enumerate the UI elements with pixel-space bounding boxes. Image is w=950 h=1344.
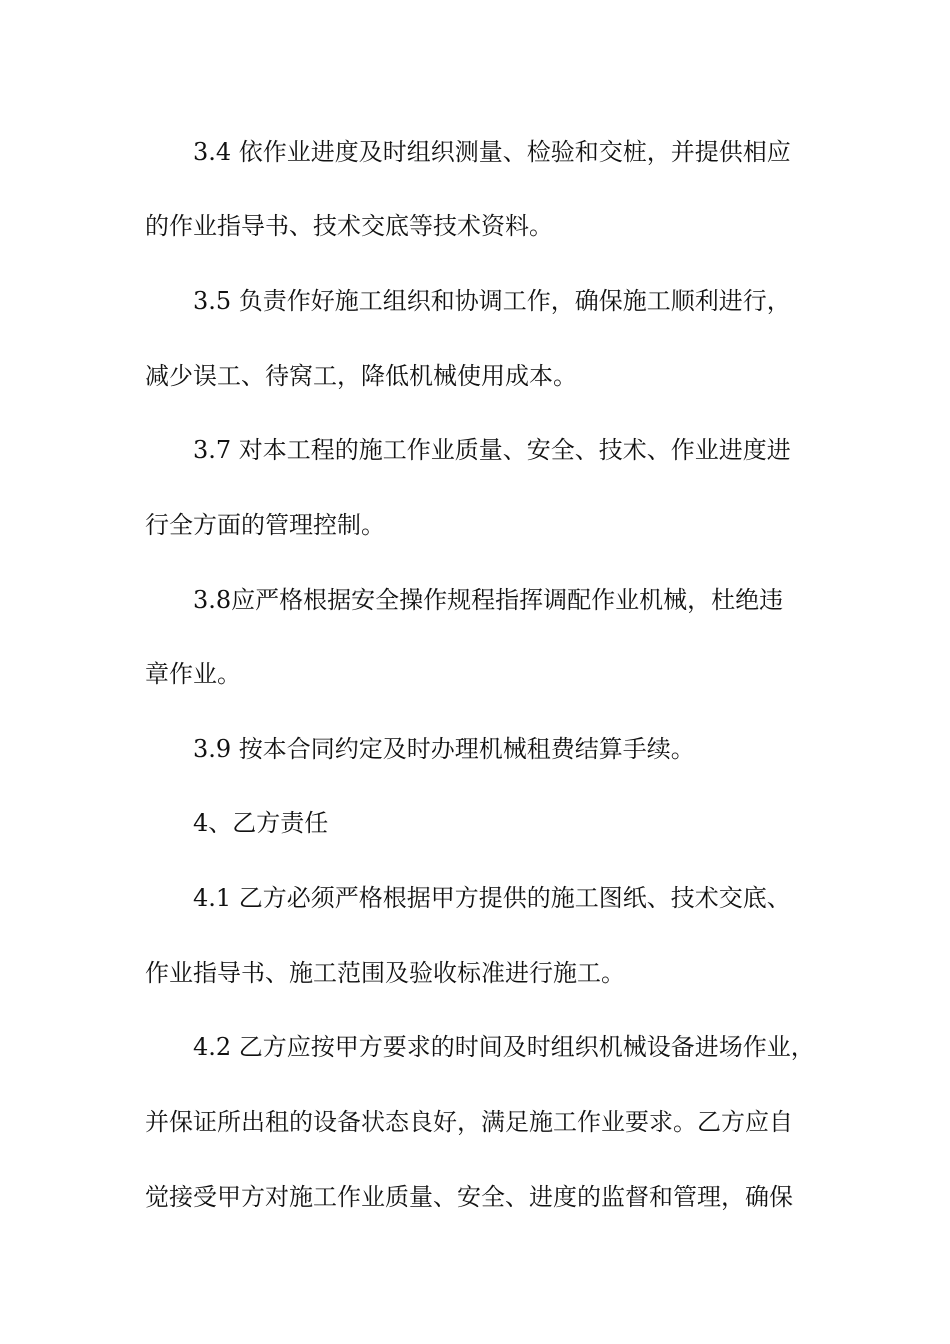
- paragraph-3-5-line-1: 3.5 负责作好施工组织和协调工作，确保施工顺利进行，: [193, 287, 791, 315]
- paragraph-4-2-line-1: 4.2 乙方应按甲方要求的时间及时组织机械设备进场作业，: [193, 1033, 815, 1061]
- paragraph-3-4-line-2: 的作业指导书、技术交底等技术资料。: [145, 212, 553, 240]
- paragraph-4-2-line-2: 并保证所出租的设备状态良好，满足施工作业要求。乙方应自: [145, 1108, 793, 1136]
- paragraph-4-1-line-1: 4.1 乙方必须严格根据甲方提供的施工图纸、技术交底、: [193, 884, 791, 912]
- section-4-heading: 4、乙方责任: [193, 809, 329, 837]
- paragraph-3-7-line-2: 行全方面的管理控制。: [145, 511, 385, 539]
- paragraph-4-2-line-3: 觉接受甲方对施工作业质量、安全、进度的监督和管理，确保: [145, 1183, 793, 1211]
- paragraph-3-8-line-1: 3.8应严格根据安全操作规程指挥调配作业机械，杜绝违: [193, 586, 784, 614]
- paragraph-3-5-line-2: 减少误工、待窝工，降低机械使用成本。: [145, 362, 577, 390]
- paragraph-3-7-line-1: 3.7 对本工程的施工作业质量、安全、技术、作业进度进: [193, 436, 791, 464]
- paragraph-3-8-line-2: 章作业。: [145, 660, 241, 688]
- paragraph-3-9: 3.9 按本合同约定及时办理机械租费结算手续。: [193, 735, 695, 763]
- paragraph-3-4-line-1: 3.4 依作业进度及时组织测量、检验和交桩，并提供相应: [193, 138, 791, 166]
- paragraph-4-1-line-2: 作业指导书、施工范围及验收标准进行施工。: [145, 959, 625, 987]
